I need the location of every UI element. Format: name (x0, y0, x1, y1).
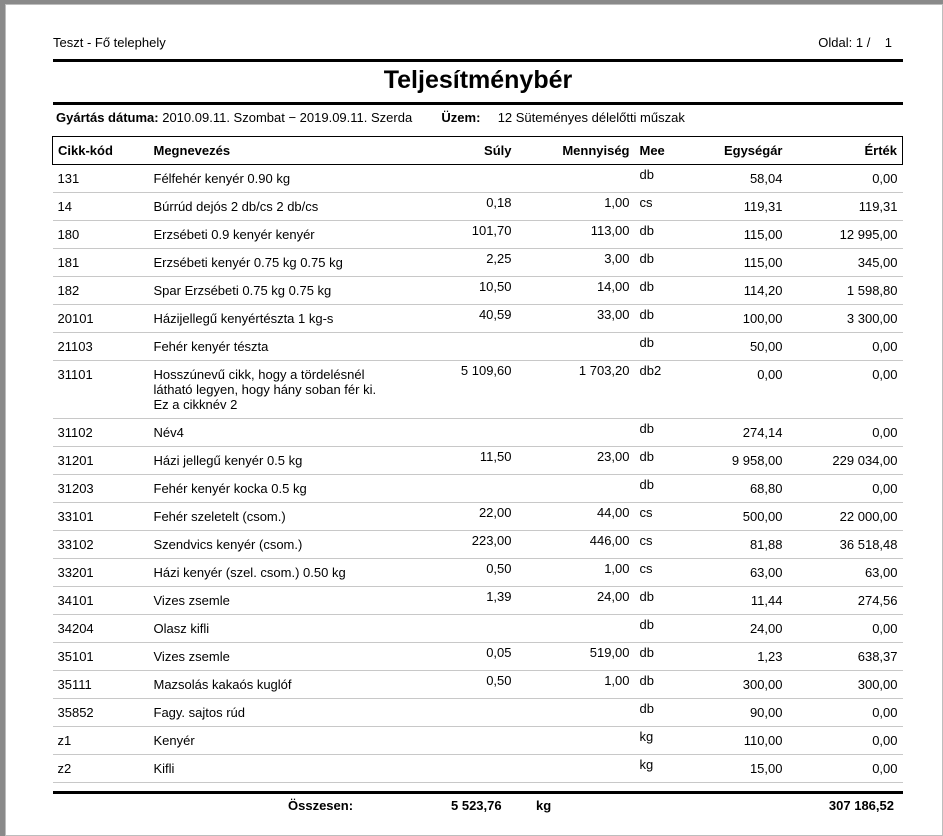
cell-quantity: 23,00 (517, 447, 635, 475)
cell-name: Házijellegű kenyértészta 1 kg-s (149, 305, 399, 333)
cell-code: 35111 (53, 671, 149, 699)
cell-unit-price: 115,00 (693, 221, 788, 249)
cell-code: z2 (53, 755, 149, 783)
cell-code: 33201 (53, 559, 149, 587)
cell-unit-price: 1,23 (693, 643, 788, 671)
cell-name: Félfehér kenyér 0.90 kg (149, 165, 399, 193)
cell-code: 31203 (53, 475, 149, 503)
cell-value: 1 598,80 (788, 277, 903, 305)
cell-name: Spar Erzsébeti 0.75 kg 0.75 kg (149, 277, 399, 305)
cell-unit: db (635, 475, 693, 503)
cell-unit-price: 119,31 (693, 193, 788, 221)
cell-name: Kenyér (149, 727, 399, 755)
divider (53, 59, 903, 62)
cell-unit-price: 90,00 (693, 699, 788, 727)
cell-value: 274,56 (788, 587, 903, 615)
table-row (53, 193, 903, 221)
cell-quantity: 519,00 (517, 643, 635, 671)
table-row (53, 475, 903, 503)
cell-quantity: 1,00 (517, 193, 635, 221)
table-row (53, 615, 903, 643)
total-weight: 5 523,76 (451, 798, 502, 813)
report-page (5, 4, 943, 836)
cell-value: 0,00 (788, 165, 903, 193)
cell-weight (399, 475, 517, 503)
cell-code: 31201 (53, 447, 149, 475)
cell-value: 345,00 (788, 249, 903, 277)
cell-unit: db (635, 671, 693, 699)
cell-weight (399, 165, 517, 193)
cell-code: 33101 (53, 503, 149, 531)
cell-value: 0,00 (788, 419, 903, 447)
cell-unit: db (635, 221, 693, 249)
cell-name: Erzsébeti 0.9 kenyér kenyér (149, 221, 399, 249)
cell-weight: 5 109,60 (399, 361, 517, 419)
col-header-unit-price: Egységár (693, 137, 788, 165)
cell-value: 0,00 (788, 699, 903, 727)
cell-code: 181 (53, 249, 149, 277)
cell-unit-price: 63,00 (693, 559, 788, 587)
table-row (53, 249, 903, 277)
cell-code: 20101 (53, 305, 149, 333)
cell-value: 12 995,00 (788, 221, 903, 249)
cell-quantity (517, 165, 635, 193)
cell-weight: 0,50 (399, 671, 517, 699)
cell-value: 3 300,00 (788, 305, 903, 333)
cell-name: Szendvics kenyér (csom.) (149, 531, 399, 559)
cell-code: 31102 (53, 419, 149, 447)
cell-quantity: 24,00 (517, 587, 635, 615)
divider (53, 102, 903, 105)
col-header-weight: Súly (399, 137, 517, 165)
cell-weight (399, 727, 517, 755)
cell-name: Házi jellegű kenyér 0.5 kg (149, 447, 399, 475)
total-unit: kg (536, 798, 552, 813)
cell-unit: db (635, 249, 693, 277)
cell-name: Mazsolás kakaós kuglóf (149, 671, 399, 699)
table-row (53, 221, 903, 249)
cell-code: 33102 (53, 531, 149, 559)
col-header-unit: Mee (635, 137, 693, 165)
cell-value: 36 518,48 (788, 531, 903, 559)
table-row (53, 277, 903, 305)
cell-unit-price: 115,00 (693, 249, 788, 277)
cell-unit-price: 110,00 (693, 727, 788, 755)
cell-quantity (517, 727, 635, 755)
cell-code: 131 (53, 165, 149, 193)
cell-name: Fehér szeletelt (csom.) (149, 503, 399, 531)
cell-quantity (517, 615, 635, 643)
cell-value: 0,00 (788, 755, 903, 783)
cell-unit: kg (635, 727, 693, 755)
cell-unit: db (635, 643, 693, 671)
cell-quantity: 44,00 (517, 503, 635, 531)
cell-weight (399, 419, 517, 447)
company-name: Teszt - Fő telephely (53, 35, 166, 50)
col-header-value: Érték (788, 137, 903, 165)
cell-quantity (517, 333, 635, 361)
cell-weight: 0,05 (399, 643, 517, 671)
cell-unit: db (635, 305, 693, 333)
cell-name: Név4 (149, 419, 399, 447)
cell-quantity (517, 699, 635, 727)
cell-code: z1 (53, 727, 149, 755)
cell-quantity: 446,00 (517, 531, 635, 559)
date-label: Gyártás dátuma: (56, 110, 159, 125)
cell-unit: db (635, 419, 693, 447)
table-row (53, 531, 903, 559)
cell-weight (399, 699, 517, 727)
cell-value: 638,37 (788, 643, 903, 671)
cell-name: Vizes zsemle (149, 587, 399, 615)
table-row (53, 419, 903, 447)
cell-weight (399, 615, 517, 643)
table-row (53, 587, 903, 615)
table-body (53, 165, 903, 783)
cell-name: Vizes zsemle (149, 643, 399, 671)
cell-unit: cs (635, 531, 693, 559)
cell-code: 35852 (53, 699, 149, 727)
cell-weight: 0,50 (399, 559, 517, 587)
total-label: Összesen: (288, 798, 354, 813)
cell-unit-price: 58,04 (693, 165, 788, 193)
cell-value: 22 000,00 (788, 503, 903, 531)
page-number: Oldal: 1 / 1 (818, 35, 892, 50)
cell-unit: db (635, 277, 693, 305)
cell-code: 180 (53, 221, 149, 249)
cell-quantity: 1,00 (517, 559, 635, 587)
cell-weight: 101,70 (399, 221, 517, 249)
table-header-row (53, 137, 903, 165)
cell-weight: 40,59 (399, 305, 517, 333)
cell-unit: db (635, 615, 693, 643)
cell-name: Fehér kenyér kocka 0.5 kg (149, 475, 399, 503)
cell-unit: kg (635, 755, 693, 783)
report-meta (56, 110, 685, 125)
cell-code: 31101 (53, 361, 149, 419)
cell-weight: 10,50 (399, 277, 517, 305)
cell-unit-price: 24,00 (693, 615, 788, 643)
cell-weight: 2,25 (399, 249, 517, 277)
cell-unit-price: 11,44 (693, 587, 788, 615)
divider (53, 791, 903, 794)
cell-code: 34101 (53, 587, 149, 615)
cell-value: 0,00 (788, 615, 903, 643)
cell-quantity: 113,00 (517, 221, 635, 249)
cell-weight (399, 755, 517, 783)
cell-unit: db (635, 447, 693, 475)
cell-code: 21103 (53, 333, 149, 361)
cell-unit-price: 81,88 (693, 531, 788, 559)
cell-weight: 0,18 (399, 193, 517, 221)
cell-name: Fagy. sajtos rúd (149, 699, 399, 727)
cell-name: Búrrúd dejós 2 db/cs 2 db/cs (149, 193, 399, 221)
cell-unit: cs (635, 503, 693, 531)
cell-value: 0,00 (788, 361, 903, 419)
cell-code: 14 (53, 193, 149, 221)
report-title: Teljesítménybér (383, 66, 573, 94)
cell-weight (399, 333, 517, 361)
cell-unit-price: 68,80 (693, 475, 788, 503)
cell-code: 35101 (53, 643, 149, 671)
cell-code: 34204 (53, 615, 149, 643)
cell-unit-price: 50,00 (693, 333, 788, 361)
cell-value: 0,00 (788, 727, 903, 755)
table-row (53, 643, 903, 671)
table-row (53, 559, 903, 587)
cell-unit-price: 300,00 (693, 671, 788, 699)
cell-weight: 22,00 (399, 503, 517, 531)
cell-value: 300,00 (788, 671, 903, 699)
table-row (53, 503, 903, 531)
table-row (53, 361, 903, 419)
cell-code: 182 (53, 277, 149, 305)
cell-quantity (517, 755, 635, 783)
cell-unit-price: 15,00 (693, 755, 788, 783)
cell-weight: 223,00 (399, 531, 517, 559)
cell-quantity: 1 703,20 (517, 361, 635, 419)
cell-name: Olasz kifli (149, 615, 399, 643)
cell-value: 119,31 (788, 193, 903, 221)
cell-unit: db (635, 699, 693, 727)
col-header-quantity: Mennyiség (517, 137, 635, 165)
cell-unit-price: 100,00 (693, 305, 788, 333)
cell-unit: cs (635, 193, 693, 221)
table-row (53, 333, 903, 361)
cell-name: Kifli (149, 755, 399, 783)
col-header-code: Cikk-kód (53, 137, 149, 165)
table-row (53, 671, 903, 699)
cell-quantity: 33,00 (517, 305, 635, 333)
cell-unit: cs (635, 559, 693, 587)
cell-value: 63,00 (788, 559, 903, 587)
cell-quantity (517, 475, 635, 503)
cell-unit-price: 500,00 (693, 503, 788, 531)
plant-label: Üzem: (441, 110, 481, 125)
cell-unit-price: 114,20 (693, 277, 788, 305)
cell-value: 229 034,00 (788, 447, 903, 475)
items-table (52, 136, 903, 783)
cell-unit: db (635, 165, 693, 193)
total-value: 307 186,52 (828, 798, 894, 813)
table-row (53, 699, 903, 727)
cell-unit: db2 (635, 361, 693, 419)
cell-name: Erzsébeti kenyér 0.75 kg 0.75 kg (149, 249, 399, 277)
table-row (53, 727, 903, 755)
cell-unit-price: 0,00 (693, 361, 788, 419)
cell-weight: 11,50 (399, 447, 517, 475)
table-row (53, 305, 903, 333)
cell-unit: db (635, 333, 693, 361)
cell-name: Hosszúnevű cikk, hogy a tördelésnél látható legyen, hogy hány soban fér ki. Ez a cikknév 2 (149, 361, 399, 419)
table-row (53, 447, 903, 475)
cell-quantity: 1,00 (517, 671, 635, 699)
cell-name: Fehér kenyér tészta (149, 333, 399, 361)
cell-weight: 1,39 (399, 587, 517, 615)
table-row (53, 755, 903, 783)
col-header-name: Megnevezés (149, 137, 399, 165)
cell-quantity: 3,00 (517, 249, 635, 277)
cell-unit: db (635, 587, 693, 615)
cell-name: Házi kenyér (szel. csom.) 0.50 kg (149, 559, 399, 587)
plant-value: 12 Süteményes délelőtti műszak (497, 110, 685, 125)
table-row (53, 165, 903, 193)
cell-value: 0,00 (788, 333, 903, 361)
cell-unit-price: 274,14 (693, 419, 788, 447)
cell-unit-price: 9 958,00 (693, 447, 788, 475)
cell-value: 0,00 (788, 475, 903, 503)
date-value: 2010.09.11. Szombat − 2019.09.11. Szerda (162, 110, 413, 125)
cell-quantity (517, 419, 635, 447)
cell-quantity: 14,00 (517, 277, 635, 305)
